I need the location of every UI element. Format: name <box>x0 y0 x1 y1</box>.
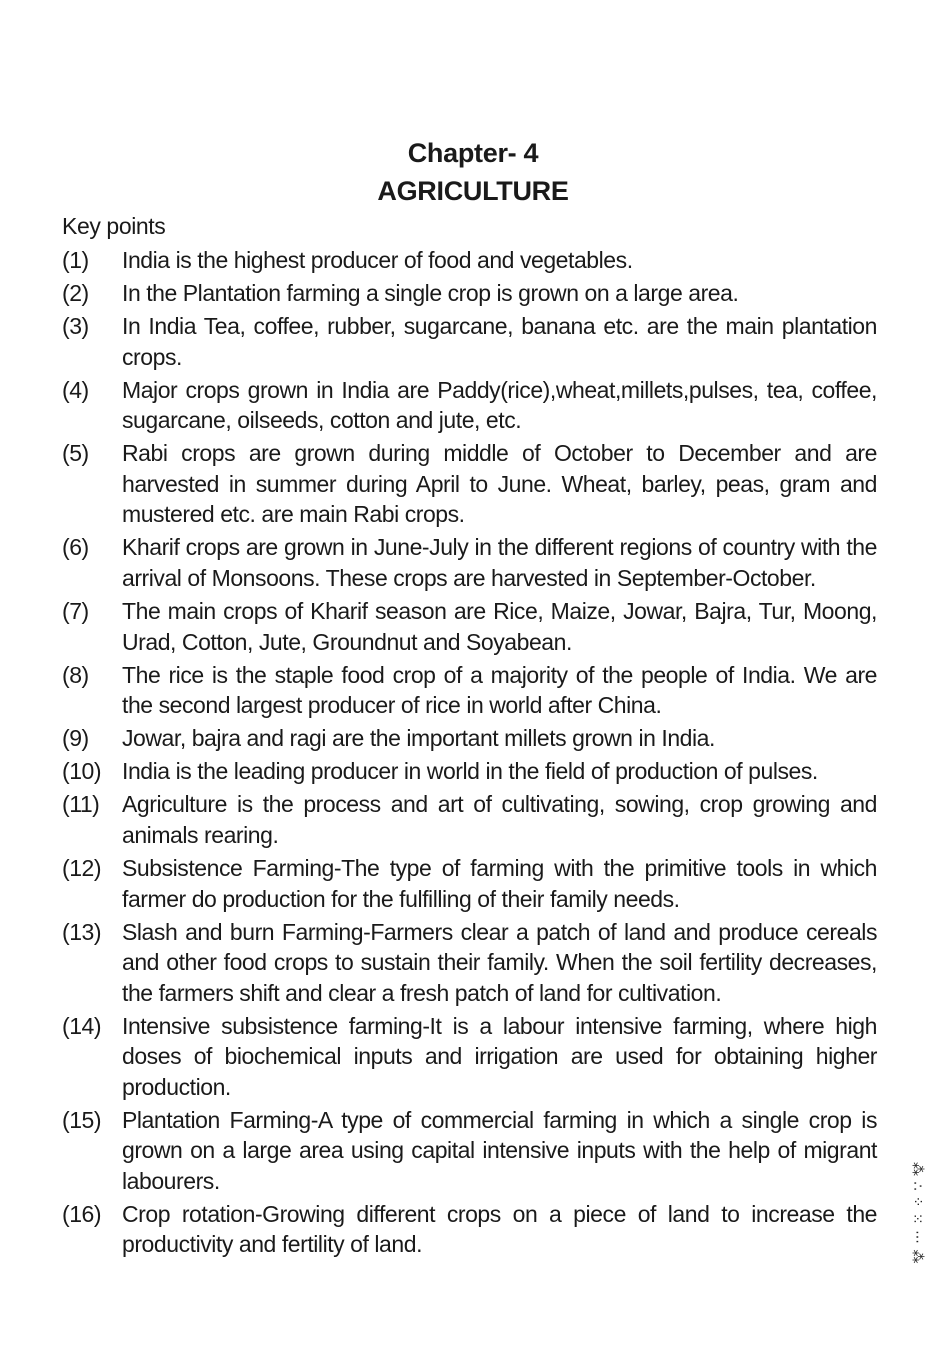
key-point-item <box>62 311 877 372</box>
key-point-number: (8) <box>62 661 89 688</box>
key-point-number: (4) <box>62 376 89 403</box>
key-point-text: The main crops of Kharif season are Rice, Maize, Jowar, Bajra, Tur, Moong, Urad, Cotton, Jute, Groundnut and Soyabean. <box>122 598 877 655</box>
key-point-text: Agriculture is the process and art of cultivating, sowing, crop growing and animals rearing. <box>122 791 877 848</box>
key-point-number: (13) <box>62 918 102 945</box>
key-point-text: In India Tea, coffee, rubber, sugarcane, banana etc. are the main plantation crops. <box>122 313 877 370</box>
chapter-heading <box>0 134 946 210</box>
chapter-number: Chapter- 4 <box>407 138 539 168</box>
key-point-item <box>62 789 877 850</box>
key-point-item <box>62 723 877 754</box>
key-point-text: Subsistence Farming-The type of farming with the primitive tools in which farmer do production for the fulfilling of their family needs. <box>122 855 877 912</box>
key-point-number: (1) <box>62 247 89 273</box>
key-point-text: Kharif crops are grown in June-July in the different regions of country with the arrival of Monsoons. These crops are harvested in September-October. <box>122 534 877 591</box>
key-point-item <box>62 853 877 914</box>
key-point-text: Slash and burn Farming-Farmers clear a patch of land and produce cereals and other food crops to sustain their family. When the soil fertility decreases, the farmers shift and clear a fresh patch of land for cultivation. <box>122 918 877 1006</box>
key-point-item <box>62 1011 877 1103</box>
key-point-item <box>62 438 877 530</box>
key-point-number: (7) <box>62 598 89 625</box>
key-point-number: (12) <box>62 855 102 882</box>
key-point-number: (16) <box>62 1200 102 1227</box>
key-point-item <box>62 375 877 436</box>
key-point-text: Jowar, bajra and ragi are the important millets grown in India. <box>122 725 715 752</box>
key-point-text: Intensive subsistence farming-It is a labour intensive farming, where high doses of biochemical inputs and irrigation are used for obtaining higher production. <box>122 1012 877 1100</box>
key-point-number: (14) <box>62 1012 102 1039</box>
key-point-text: Major crops grown in India are Paddy(rice),wheat,millets,pulses, tea, coffee, sugarcane, oilseeds, cotton and jute, etc. <box>122 376 877 434</box>
key-point-text: Crop rotation-Growing different crops on a piece of land to increase the productivity and fertility of land. <box>122 1200 877 1258</box>
key-point-text: Plantation Farming-A type of commercial farming in which a single crop is grown on a large area using capital intensive inputs with the help of migrant labourers. <box>122 1106 877 1194</box>
key-point-number: (9) <box>62 725 89 752</box>
key-point-item <box>62 660 877 721</box>
key-point-number: (6) <box>62 534 89 561</box>
side-margin-glyphs: ⁂ ∴ ⁘ ⁙ ⋯ ⁂ <box>909 1161 925 1265</box>
key-point-item <box>62 596 877 657</box>
key-point-item <box>62 532 877 593</box>
key-point-text: India is the highest producer of food and vegetables. <box>122 247 633 273</box>
key-point-number: (10) <box>62 758 102 785</box>
key-point-number: (15) <box>62 1106 102 1133</box>
side-margin-mark <box>902 1128 932 1298</box>
key-point-item <box>62 1105 877 1197</box>
key-point-item <box>62 278 877 309</box>
key-points-label: Key points <box>62 213 166 239</box>
chapter-title: AGRICULTURE <box>377 176 569 206</box>
key-point-text: India is the leading producer in world in the field of production of pulses. <box>122 758 818 785</box>
key-point-number: (5) <box>62 440 89 467</box>
key-point-item <box>62 917 877 1009</box>
key-point-item <box>62 1199 877 1260</box>
key-point-text: Rabi crops are grown during middle of October to December and are harvested in summer during April to June. Wheat, barley, peas, gram and mustered etc. are main Rabi crops. <box>122 440 877 528</box>
key-point-item <box>62 756 877 787</box>
key-point-number: (2) <box>62 280 89 307</box>
key-point-item <box>62 245 877 276</box>
key-points-list <box>62 245 877 1263</box>
key-point-text: The rice is the staple food crop of a majority of the people of India. We are the second largest producer of rice in world after China. <box>122 661 877 719</box>
key-point-number: (11) <box>62 791 100 818</box>
key-point-text: In the Plantation farming a single crop is grown on a large area. <box>122 280 739 307</box>
key-point-number: (3) <box>62 313 89 340</box>
